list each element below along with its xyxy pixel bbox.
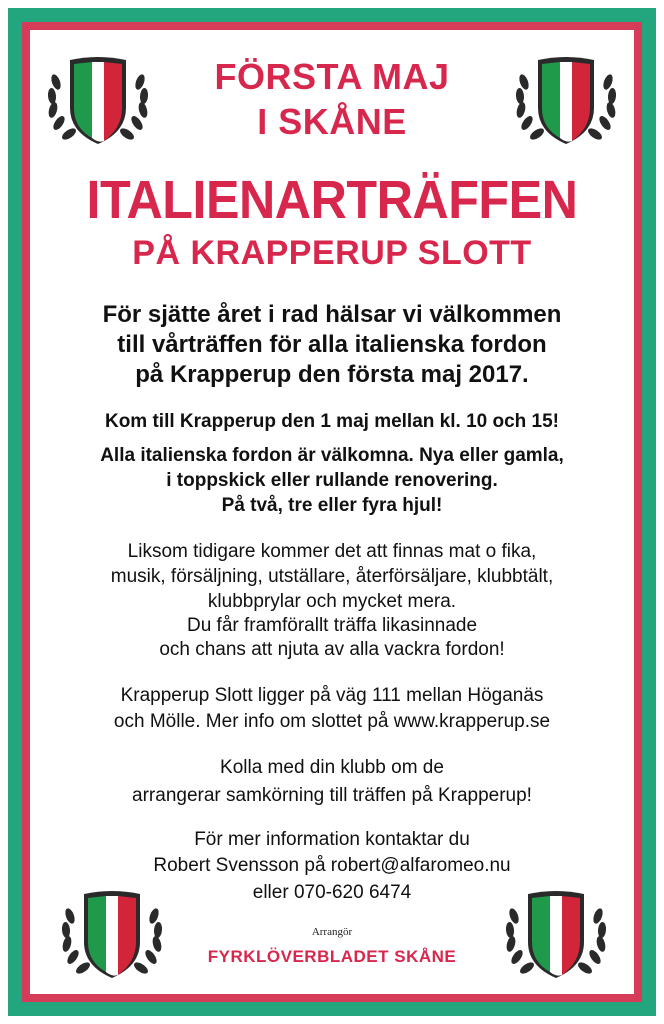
contact-line: Robert Svensson på robert@alfaromeo.nu bbox=[153, 855, 511, 876]
intro-line: på Krapperup den första maj 2017. bbox=[135, 361, 529, 388]
location-line: Krapperup Slott ligger på väg 111 mellan Höganäs bbox=[120, 685, 544, 706]
club-line: Kolla med din klubb om de bbox=[220, 757, 444, 778]
contact-phone: eller 070-620 6474 bbox=[252, 882, 412, 903]
intro-line: För sjätte året i rad hälsar vi välkommen bbox=[102, 301, 562, 328]
subtitle: PÅ KRAPPERUP SLOTT bbox=[132, 234, 532, 272]
vehicles-line: Alla italienska fordon är välkomna. Nya eller gamla, bbox=[100, 445, 564, 466]
header-line-2: I SKÅNE bbox=[257, 101, 407, 142]
intro-paragraph bbox=[0, 300, 664, 390]
activities-line: Liksom tidigare kommer det att finnas mat o fika, bbox=[127, 541, 537, 562]
activities-line: Du får framförallt träffa likasinnade bbox=[186, 615, 478, 636]
activities-line: klubbprylar och mycket mera. bbox=[207, 591, 457, 612]
vehicles-line: På två, tre eller fyra hjul! bbox=[221, 495, 443, 516]
activities-line: musik, försäljning, utställare, återförsäljare, klubbtält, bbox=[110, 566, 554, 587]
main-title: ITALIENARTRÄFFEN bbox=[86, 170, 578, 230]
contact-line: För mer information kontaktar du bbox=[194, 829, 470, 850]
organizer-name: FYRKLÖVERBLADET SKÅNE bbox=[207, 947, 457, 966]
header-line-1: FÖRSTA MAJ bbox=[214, 56, 450, 97]
intro-line: till vårträffen för alla italienska fordon bbox=[117, 331, 547, 358]
location-line: och Mölle. Mer info om slottet på www.krapperup.se bbox=[113, 711, 551, 732]
club-line: arrangerar samkörning till träffen på Krapperup! bbox=[132, 785, 532, 806]
activities-line: och chans att njuta av alla vackra fordon! bbox=[159, 639, 505, 660]
vehicles-line: i toppskick eller rullande renovering. bbox=[166, 470, 498, 491]
time-info: Kom till Krapperup den 1 maj mellan kl. 10 och 15! bbox=[104, 411, 559, 432]
organizer-label: Arrangör bbox=[311, 926, 353, 938]
